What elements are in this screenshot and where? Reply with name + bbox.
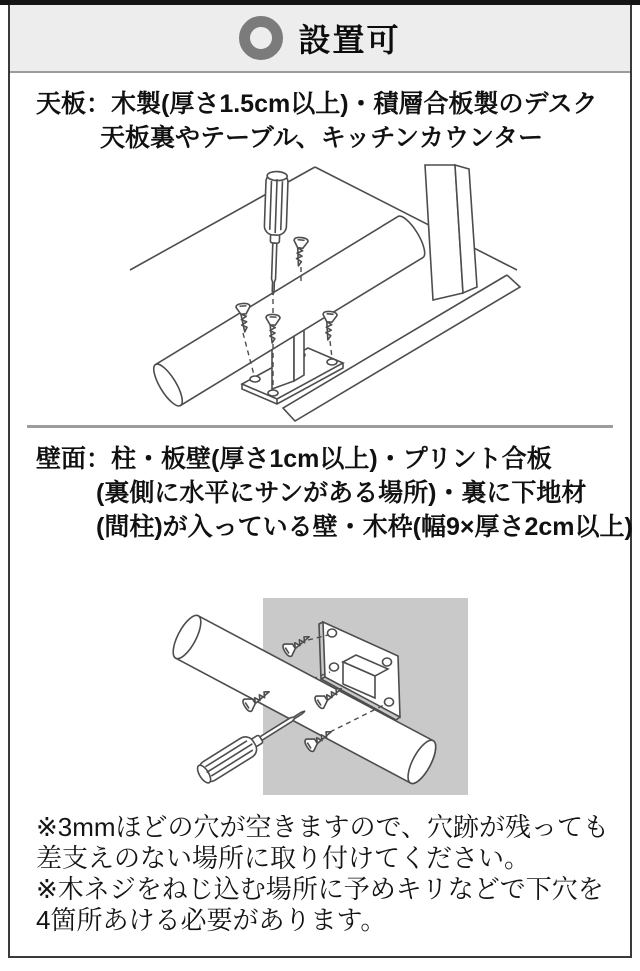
tabletop-line-2: 天板裏やテーブル、キッチンカウンター (100, 124, 544, 152)
wall-line-1: 壁面：柱・板壁(厚さ1cm以上)・プリント合板 (36, 445, 552, 473)
tabletop-line-1: 天板：木製(厚さ1.5cm以上)・積層合板製のデスク (36, 90, 598, 118)
desk-mount-illustration (25, 163, 625, 425)
wall-line-2: (裏側に水平にサンがある場所)・裏に下地材 (96, 479, 587, 507)
circle-ok-icon (239, 16, 283, 60)
screw-icon (321, 311, 337, 341)
header-badge (10, 5, 630, 73)
section-tabletop (10, 73, 630, 155)
wall-mount-illustration (160, 590, 620, 802)
section-wall (10, 428, 633, 544)
screwdriver-icon (262, 171, 288, 295)
footnote-pilot-holes: ※木ネジをねじ込む場所に予めキリなどで下穴を4箇所あける必要があります。 (36, 874, 604, 935)
screw-icon (291, 237, 308, 267)
header-title: 設置可 (298, 22, 401, 58)
footnotes (36, 812, 610, 936)
footnote-hole-size: ※3mmほどの穴が空きますので、穴跡が残っても差支えのない場所に取り付けてください。 (36, 812, 610, 873)
table-leg (425, 165, 477, 300)
wall-line-3: (間柱)が入っている壁・木枠(幅9×厚さ2cm以上) (96, 513, 633, 541)
content-frame (8, 5, 632, 958)
